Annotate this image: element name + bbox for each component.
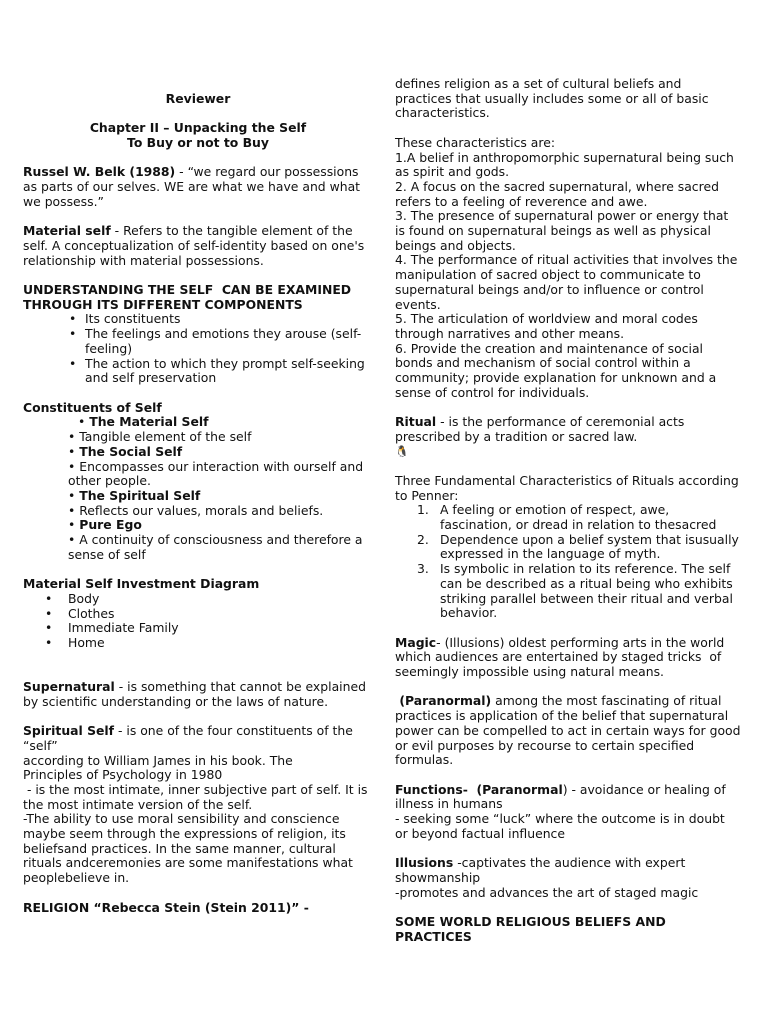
ritual-paragraph: Ritual - is the performance of ceremonial acts prescribed by a tradition or sacred law. 🐧 xyxy=(395,415,745,459)
religion-definition: defines religion as a set of cultural beliefs and practices that usually includes some or all of basic characteristics. xyxy=(395,76,709,121)
list-item-continuation: feeling) xyxy=(85,340,133,356)
material-self-text: - Refers to the tangible element of the xyxy=(110,223,353,239)
constituents-heading: Constituents of Self xyxy=(23,399,162,415)
diagram-list xyxy=(23,592,373,651)
list-item: • The Social Self xyxy=(68,443,183,459)
characteristics-heading: These characteristics are: xyxy=(395,134,556,150)
material-self-text: relationship with material possessions. xyxy=(23,252,264,268)
magic-paragraph: Magic- (Illusions) oldest performing arts in the world which audiences are entertained by staged tricks of seemingly impossible using natural means. xyxy=(395,634,725,680)
spiritual-self-term: Spiritual Self xyxy=(23,723,115,739)
penner-intro: to Penner: xyxy=(395,487,459,503)
chapter-heading: Chapter II – Unpacking the Self xyxy=(89,120,307,136)
material-self-text: self. A conceptualization of self-identity based on one's xyxy=(23,237,365,253)
list-item: 3. Is symbolic in relation to its reference. The self xyxy=(417,561,731,577)
world-religions-heading: PRACTICES xyxy=(395,928,472,944)
supernatural-term: Supernatural xyxy=(23,679,115,695)
belk-text: as parts of our selves. WE are what we have and what xyxy=(23,179,361,195)
bullet-icon: • xyxy=(45,634,53,650)
list-item-continuation: sense of self xyxy=(68,546,146,562)
list-item: • Pure Ego xyxy=(68,517,142,533)
list-item-continuation: and self preservation xyxy=(85,370,217,386)
belk-text: - “we regard our possessions xyxy=(175,164,359,180)
penguin-icon: 🐧 xyxy=(395,444,409,458)
left-column xyxy=(23,0,373,915)
list-item: • The feelings and emotions they arouse (self- xyxy=(69,326,362,342)
material-self-term: Material self xyxy=(23,223,111,239)
material-self-paragraph xyxy=(23,224,373,268)
belk-paragraph xyxy=(23,165,373,209)
list-item: • Encompasses our interaction with ourself and xyxy=(68,458,364,474)
characteristics-list: 1.A belief in anthropomorphic supernatural being such as spirit and gods. 2. A focus on the sacred supernatural, where sacred refers to a feeling of reverence and awe. 3. The presence of supernatural power or energy that is found on supernatural beings as well as physical beings and objects. 4. The performance of ritual activities that involves the manipulation of sacred object to communicate to supernatural beings and/or to influence or control events. 5. The articulation of worldview and moral codes through narratives and other means. 6. Provide the creation and maintenance of social bonds and mechanism of social control within a community; provide explanation for unknown and a sense of control for individuals. xyxy=(395,149,738,400)
paranormal-term: (Paranormal) xyxy=(395,693,492,709)
bullet-icon: • xyxy=(69,355,77,371)
illusions-paragraph: Illusions -captivates the audience with expert showmanship -promotes and advances the art of staged magic xyxy=(395,855,699,900)
bullet-icon: • xyxy=(69,311,77,327)
functions-paragraph: Functions- (Paranormal) - avoidance or healing of illness in humans - seeking some “luck” where the outcome is in doubt or beyond factual influence xyxy=(395,781,726,841)
list-item-continuation: other people. xyxy=(68,473,151,489)
list-item: • Reflects our values, morals and beliefs. xyxy=(68,502,324,518)
bullet-icon: • xyxy=(45,605,53,621)
right-column xyxy=(395,0,745,944)
illusions-term: Illusions xyxy=(395,855,454,871)
diagram-heading: Material Self Investment Diagram xyxy=(23,576,260,592)
list-item: • A continuity of consciousness and therefore a xyxy=(68,532,363,548)
components-list xyxy=(23,312,373,386)
list-item: • The Material Self xyxy=(78,414,209,430)
understanding-heading: UNDERSTANDING THE SELF CAN BE EXAMINED xyxy=(23,282,352,298)
list-item: • The action to which they prompt self-seeking xyxy=(69,355,365,371)
bullet-icon: • xyxy=(45,620,53,636)
document-title: Reviewer xyxy=(165,91,231,106)
list-item: • Body xyxy=(45,590,100,606)
list-item: • Clothes xyxy=(45,605,115,621)
ritual-term: Ritual xyxy=(395,414,437,430)
constituents-list xyxy=(23,415,373,562)
list-item: • The Spiritual Self xyxy=(68,487,201,503)
understanding-heading: THROUGH ITS DIFFERENT COMPONENTS xyxy=(23,296,303,312)
list-item: 1. A feeling or emotion of respect, awe, xyxy=(417,502,670,518)
list-item: • Home xyxy=(45,634,105,650)
world-religions-heading: SOME WORLD RELIGIOUS BELIEFS AND xyxy=(395,913,666,929)
belk-text: we possess.” xyxy=(23,193,104,209)
functions-term: Functions- (Paranormal xyxy=(395,781,563,797)
list-item: • Tangible element of the self xyxy=(68,429,252,445)
list-item: 2. Dependence upon a belief system that isusually xyxy=(417,531,739,547)
spiritual-self-paragraph: Spiritual Self - is one of the four constituents of the “self” according to William James in his book. The Principles of Psychology in 1980 - is the most intimate, inner subjective part of self. It is the most intimate version of the self. -The ability to use moral sensibility and conscience maybe seem through the expressions of religion, its beliefsand practices. In the same manner, cultural rituals andceremonies are some manifestations what peoplebelieve in. xyxy=(23,723,368,886)
religion-heading: RELIGION “Rebecca Stein (Stein 2011)” - xyxy=(23,899,309,915)
supernatural-paragraph: Supernatural - is something that cannot be explained by scientific understanding or the laws of nature. xyxy=(23,679,366,709)
list-item: • Immediate Family xyxy=(45,620,179,636)
penner-intro: Three Fundamental Characteristics of Rituals according xyxy=(395,472,739,488)
list-item: • Its constituents xyxy=(69,311,181,327)
penner-list: 1. A feeling or emotion of respect, awe, fascination, or dread in relation to thesacred 2. Dependence upon a belief system that isusually expressed in the language of myth. 3. Is symbolic in relation to its reference. The self can be described as a ritual being who exhibits striking parallel between their ritual and verbal behavior. xyxy=(395,503,745,621)
magic-term: Magic xyxy=(395,634,437,650)
paranormal-paragraph: (Paranormal) among the most fascinating of ritual practices is application of the belief that supernatural power can be compelled to act in certain ways for good or evil purposes by recourse to certain specified formulas. xyxy=(395,693,741,768)
belk-name: Russel W. Belk (1988) xyxy=(23,164,176,180)
bullet-icon: • xyxy=(45,590,53,606)
chapter-subtitle: To Buy or not to Buy xyxy=(127,135,269,151)
bullet-icon: • xyxy=(69,326,77,342)
